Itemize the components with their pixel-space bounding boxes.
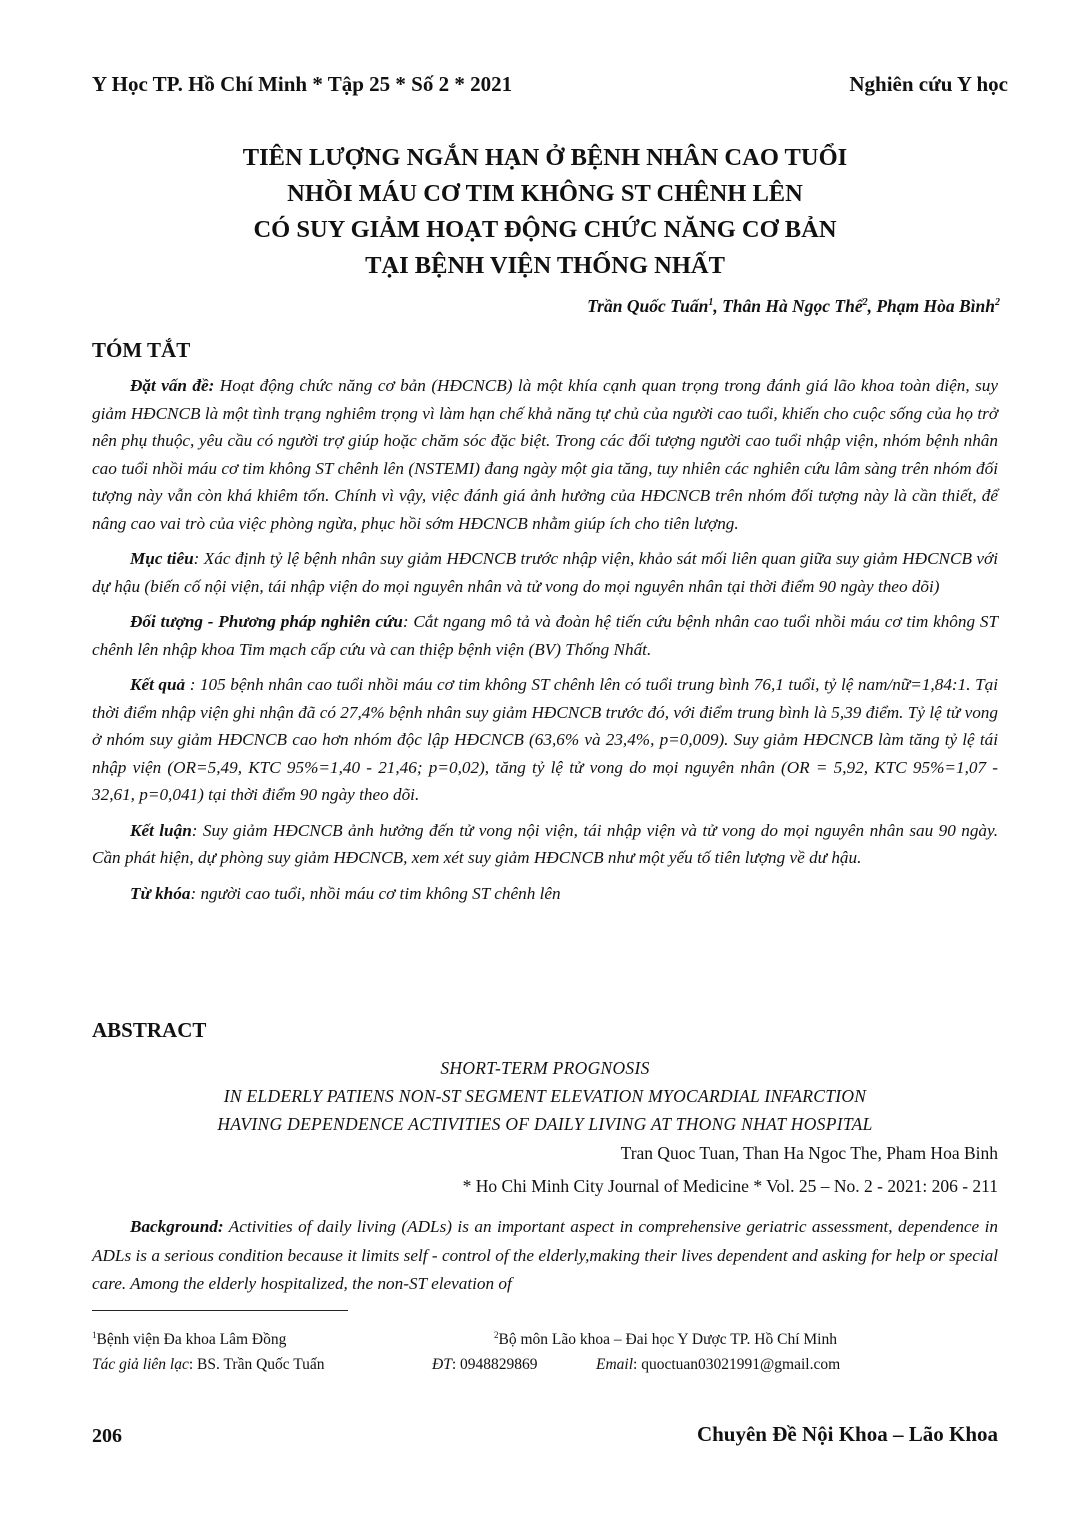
author-affiliation-mark: 2 — [995, 297, 1000, 309]
author-list: Trần Quốc Tuấn$^1$, Thân Hà Ngọc Thể$^2$, Phạm Hòa Bình$^2$ — [587, 296, 1000, 316]
author-affiliation-mark: 1 — [708, 297, 714, 309]
page-number: 206 — [92, 1425, 122, 1447]
summary-conclusion-label: Kết luận — [130, 820, 192, 840]
summary-methods-label: Đối tượng - Phương pháp nghiên cứu — [130, 612, 403, 631]
summary-objective: Mục tiêu: Xác định tỷ lệ bệnh nhân suy giảm HĐCNCB trước nhập viện, khảo sát mối liên quan giữa suy giảm HĐCNCB với dự hậu (biến cố nội viện, tái nhập viện do mọi nguyên nhân và tử vong do mọi nguyên nhân tại thời điểm 90 ngày theo dõi) — [92, 549, 998, 596]
summary-background-label: Đặt vấn đề: — [130, 376, 215, 395]
journal-citation: * Ho Chi Minh City Journal of Medicine * Vol. 25 – No. 2 - 2021: 206 - 211 — [462, 1176, 998, 1196]
summary-methods: Đối tượng - Phương pháp nghiên cứu: Cắt ngang mô tả và đoàn hệ tiến cứu bệnh nhân cao tuổi nhồi máu cơ tim không ST chênh lên nhập khoa Tim mạch cấp cứu và can thiệp bệnh viện (BV) Thống Nhất. — [92, 612, 998, 659]
affiliation-2: $^2$Bộ môn Lão khoa – Đai học Y Dược TP. Hồ Chí Minh — [494, 1330, 837, 1349]
summary-keywords-label: Từ khóa — [130, 883, 191, 903]
author-affiliation-mark: 2 — [862, 297, 868, 309]
abstract-background-label: Background: — [130, 1217, 224, 1236]
english-title-line: IN ELDERLY PATIENS NON-ST SEGMENT ELEVATION MYOCARDIAL INFARCTION — [223, 1086, 867, 1106]
summary-results: Kết quả : 105 bệnh nhân cao tuổi nhồi máu cơ tim không ST chênh lên có tuổi trung bình 76,1 tuổi, tỷ lệ nam/nữ=1,84:1. Tại thời điểm nhập viện ghi nhận đã có 27,4% bệnh nhân suy giảm HĐCNCB trước đó, với điểm trung bình là 5,39 điểm. Tỷ lệ tử vong ở nhóm suy giảm HĐCNCB cao hơn nhóm độc lập HĐCNCB (63,6% và 23,4%, p=0,009). Suy giảm HĐCNCB làm tăng tỷ lệ tái nhập viện (OR=5,49, KTC 95%=1,40 - 21,46; p=0,02), tăng tỷ lệ tử vong do mọi nguyên nhân (OR = 5,92, KTC 95%=1,07 - 32,61, p=0,041) tại thời điểm 90 ngày theo dõi. — [92, 675, 998, 804]
contact-phone: ĐT: 0948829869 — [432, 1356, 538, 1373]
affiliation-1: $^1$Bệnh viện Đa khoa Lâm Đồng — [92, 1330, 287, 1349]
summary-results-label: Kết quả — [130, 675, 186, 694]
english-title-line: SHORT-TERM PROGNOSIS — [440, 1058, 650, 1078]
title-line: TIÊN LƯỢNG NGẮN HẠN Ở BỆNH NHÂN CAO TUỔI — [242, 144, 848, 171]
title-line: NHỒI MÁU CƠ TIM KHÔNG ST CHÊNH LÊN — [287, 180, 803, 207]
summary-background: Đặt vấn đề: Hoạt động chức năng cơ bản (HĐCNCB) là một khía cạnh quan trọng trong đánh giá lão khoa toàn diện, suy giảm HĐCNCB là một tình trạng nghiêm trọng vì làm hạn chế khả năng tự chủ của người cao tuổi, khiến cho cuộc sống của họ trở nên phụ thuộc, yêu cầu có người trợ giúp hoặc chăm sóc đặc biệt. Trong các đối tượng người cao tuổi nhập viện, nhóm bệnh nhân cao tuổi nhồi máu cơ tim không ST chênh lên (NSTEMI) đang ngày một gia tăng, tuy nhiên các nghiên cứu lâm sàng trên nhóm đối tượng này vẫn còn khá khiêm tốn. Chính vì vậy, việc đánh giá ảnh hưởng của HĐCNCB trên nhóm đối tượng này là cần thiết, để nâng cao vai trò của việc phòng ngừa, phục hồi sớm HĐCNCB nhằm giúp ích cho tiên lượng. — [92, 376, 998, 533]
contact-email: Email: quoctuan03021991@gmail.com — [596, 1356, 841, 1373]
abstract-heading: ABSTRACT — [92, 1018, 207, 1042]
title-line: TẠI BỆNH VIỆN THỐNG NHẤT — [365, 252, 725, 279]
footer-section: Chuyên Đề Nội Khoa – Lão Khoa — [696, 1422, 998, 1446]
author-name: Trần Quốc Tuấn — [587, 296, 709, 316]
summary-keywords: Từ khóa: người cao tuổi, nhồi máu cơ tim không ST chênh lên — [130, 883, 561, 903]
title-line: CÓ SUY GIẢM HOẠT ĐỘNG CHỨC NĂNG CƠ BẢN — [253, 216, 837, 243]
footnote-divider — [92, 1310, 348, 1311]
running-header-section: Nghiên cứu Y học — [849, 72, 1008, 96]
running-header-journal: Y Học TP. Hồ Chí Minh * Tập 25 * Số 2 * 2021 — [92, 72, 513, 96]
vietnamese-summary — [92, 372, 998, 915]
corresponding-author: Tác giả liên lạc: BS. Trần Quốc Tuấn — [92, 1356, 325, 1373]
abstract-background: Background: Activities of daily living (ADLs) is an important aspect in comprehensive geriatric assessment, dependence in ADLs is a serious condition because it limits self - control of the elderly,making their lives dependent and asking for help or special care. Among the elderly hospitalized, the non-ST elevation of — [92, 1217, 998, 1293]
author-name: Phạm Hòa Bình — [876, 296, 995, 316]
summary-conclusion: Kết luận: Suy giảm HĐCNCB ảnh hưởng đến tử vong nội viện, tái nhập viện và tử vong do mọi nguyên nhân sau 90 ngày. Cần phát hiện, dự phòng suy giảm HĐCNCB, xem xét suy giảm HĐCNCB như một yếu tố tiên lượng về dư hậu. — [92, 820, 999, 867]
english-title — [92, 1054, 998, 1138]
summary-heading: TÓM TẮT — [92, 338, 191, 362]
article-title — [90, 140, 1000, 284]
author-name: Thân Hà Ngọc Thể — [722, 296, 863, 316]
summary-objective-label: Mục tiêu — [130, 549, 194, 568]
english-title-line: HAVING DEPENDENCE ACTIVITIES OF DAILY LIVING AT THONG NHAT HOSPITAL — [217, 1114, 873, 1134]
english-authors: Tran Quoc Tuan, Than Ha Ngoc The, Pham Hoa Binh — [620, 1143, 998, 1163]
